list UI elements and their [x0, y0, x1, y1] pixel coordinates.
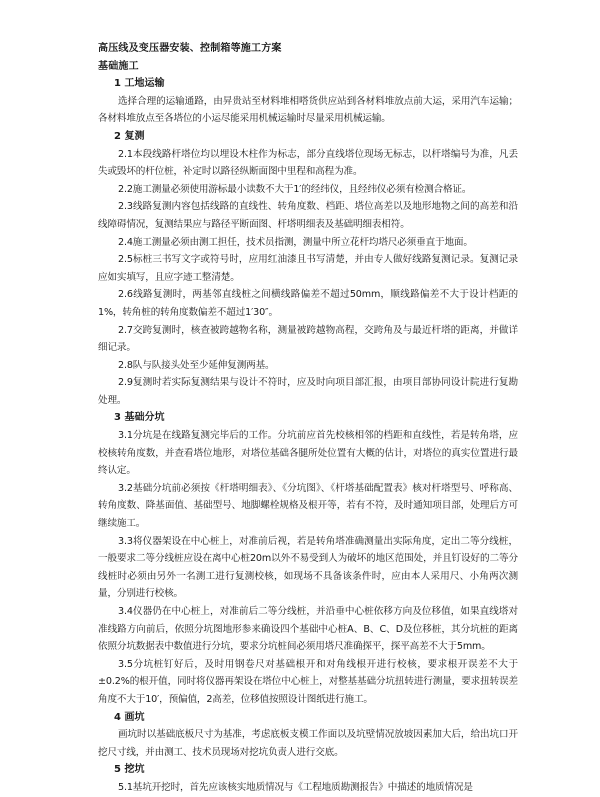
body-paragraph: 5.1基坑开挖时，首先应该核实地质情况与《工程地质勘测报告》中描述的地质情况是	[118, 781, 473, 793]
section-heading: 1 工地运输	[114, 78, 165, 90]
body-paragraph: 2.1本段线路杆塔位均以埋设木柱作为标志，部分直线塔位现场无标志，以杆塔编号为准，凡丢失或毁坏的杆位桩，补定时以路径纵断面图中里程和高程为准。	[98, 148, 518, 178]
body-paragraph: 画坑时以基础底板尺寸为基准，考虑底板支模工作面以及坑壁情况放坡因素加大后，给出坑口开挖尺寸线，并由测工、技术员现场对挖坑负责人进行交底。	[98, 729, 518, 758]
body-paragraph: 3.1分坑是在线路复测完毕后的工作。分坑前应首先校核相邻的档距和直线性，若是转角塔，应校核转角度数，并查看塔位地形，对塔位基础各腿所处位置有大概的估计，对塔位的真实位置进行最终认定。	[98, 430, 518, 477]
body-paragraph: 2.3线路复测内容包括线路的直线性、转角度数、档距、塔位高差以及地形地物之间的高差和沿线障碍情况，复测结果应与路径平断面图、杆塔明细表及基础明细表相符。	[98, 201, 518, 230]
section-heading: 3 基础分坑	[114, 412, 165, 424]
body-paragraph: 2.5标桩三书写文字或符号时，应用红油漆且书写清楚，并由专人做好线路复测记录。复测记录应如实填写，且应字迹工整清楚。	[98, 254, 518, 283]
body-paragraph: 选择合理的运输通路，由昇贵站至材料堆相嗒货供应站到各材料堆放点前大运，采用汽车运输；各材料堆放点至各塔位的小运尽能采用机械运输时尽量采用机械运输。	[98, 95, 518, 125]
section-heading: 5 挖坑	[114, 764, 145, 776]
body-paragraph: 3.3将仪器架设在中心桩上，对准前后视，若是转角塔准确测量出实际角度，定出二等分线桩，一般要求二等分线桩应设在离中心桩20m以外不易受到人为破坏的地区范围处，并且钉设好的二等分线桩时必须由另外一名测工进行复测校核，如现场不具备该条件时，应由本人采用尺、小角两次测量，分别进行校核。	[98, 535, 518, 600]
body-paragraph: 3.5分坑桩钉好后，及时用钢卷尺对基础根开和对角线根开进行校核，要求根开误差不大于±0.2%的根开值，同时将仪器再架设在塔位中心桩上，对整基基础分坑扭转进行测量，要求扭转误差角度不大于10′，预偏值，2高差，位移值按照设计图纸进行施工。	[98, 658, 518, 705]
body-paragraph: 2.8队与队接头处至少延伸复测两基。	[118, 359, 275, 371]
section-title: 基础施工	[98, 60, 139, 72]
body-paragraph: 2.2施工测量必须使用游标最小读数不大于1′的经纬仪，且经纬仪必须有检测合格证。	[118, 183, 472, 195]
body-paragraph: 3.4仪器仍在中心桩上，对准前后二等分线桩，并沿垂中心桩依移方向及位移值，如果直线塔对准线路方向前后，依照分坑图地形参来确设四个基础中心桩A、B、C、D及位移桩，其分坑桩的距离依照分坑数据表中数值进行分坑，要求分坑桩间必须用塔尺准确探平，探平高差不大于5mm。	[98, 606, 518, 653]
document-body	[98, 40, 518, 797]
body-paragraph: 2.9复测时若实际复测结果与设计不符时，应及时向项目部汇报，由项目部协同设计院进行复勘处理。	[98, 377, 518, 406]
body-paragraph: 3.2基础分坑前必须按《杆塔明细表》、《分坑图》、《杆塔基础配置表》核对杆塔型号、呼称高、转角度数、降基面值、基础型号、地脚螺栓规格及根开等，若有不符，及时通知项目部，处理后方可继续施工。	[98, 482, 518, 530]
body-paragraph: 2.7交跨复测时，核查被跨越物名称，测量被跨越物高程，交跨角及与最近杆塔的距离，并做详细记录。	[98, 324, 518, 354]
section-heading: 2 复测	[114, 130, 145, 142]
section-heading: 4 画坑	[114, 711, 145, 723]
document-title: 高压线及变压器安装、控制箱等施工方案	[98, 43, 282, 54]
body-paragraph: 2.4施工测量必须由测工担任，技术员指测，测量中所立花杆均塔尺必须垂直于地面。	[118, 236, 473, 248]
body-paragraph: 2.6线路复测时，两基邻直线桩之间横线路偏差不超过50mm，顺线路偏差不大于设计档距的1%，转角桩的转角度数偏差不超过1′30″。	[98, 289, 518, 318]
